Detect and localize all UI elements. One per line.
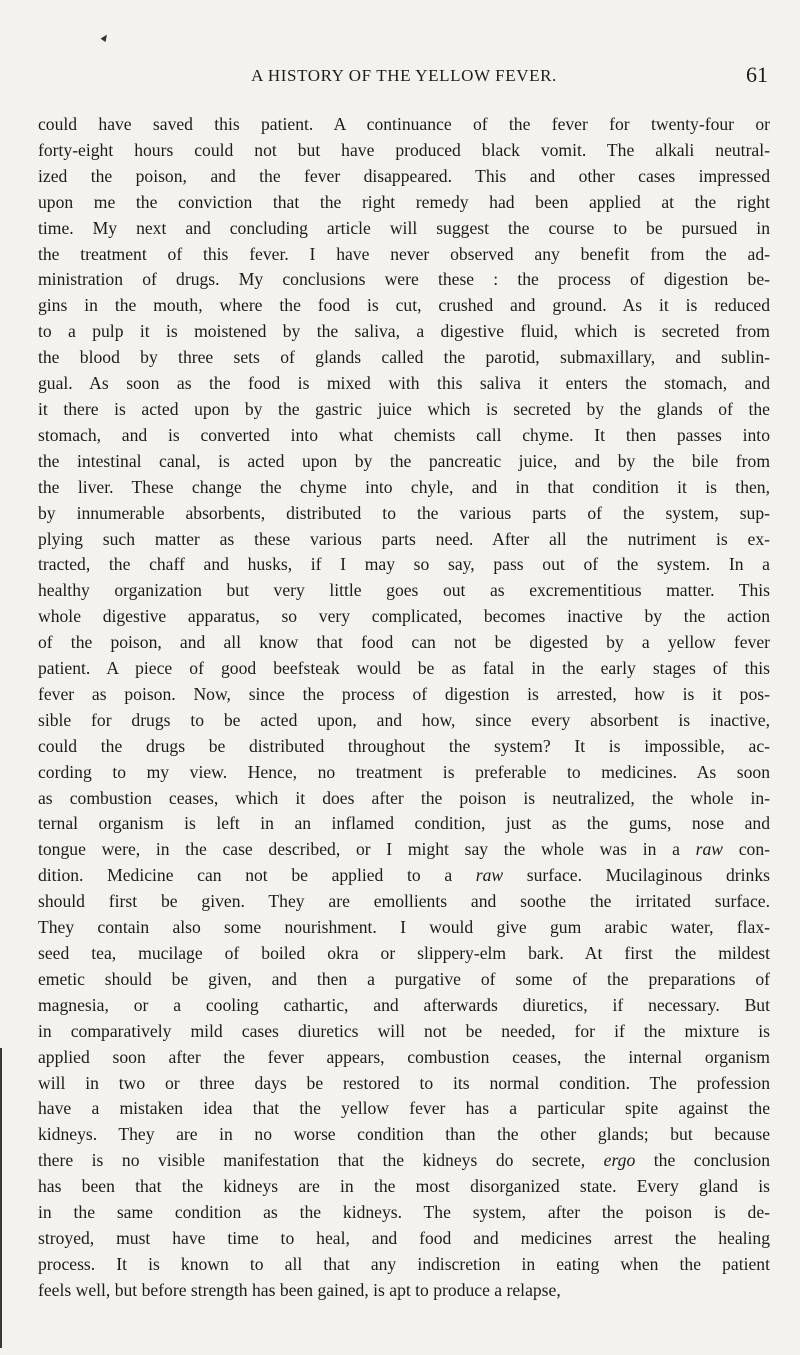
text-line: gual. As soon as the food is mixed with this saliva it enters the stomach, and <box>38 373 770 394</box>
text-line: magnesia, or a cooling cathartic, and afterwards diuretics, if necessary. But <box>38 994 770 1015</box>
page-number: 61 <box>746 62 768 87</box>
text-line: there is no visible manifestation that the kidneys do secrete, ergo the conclusion <box>38 1150 770 1171</box>
text-line: stomach, and is converted into what chemists call chyme. It then passes into <box>38 424 770 445</box>
text-line: ministration of drugs. My conclusions were these : the process of digestion be- <box>38 269 770 290</box>
text-line: the blood by three sets of glands called the parotid, submaxillary, and sublin- <box>38 347 770 368</box>
text-line: process. It is known to all that any indiscretion in eating when the patient <box>38 1253 770 1274</box>
text-line: of the poison, and all know that food can not be digested by a yellow fever <box>38 632 770 653</box>
text-line: upon me the conviction that the right remedy had been applied at the right <box>38 191 770 212</box>
text-line: should first be given. They are emollients and soothe the irritated surface. <box>38 891 770 912</box>
text-line: by innumerable absorbents, distributed to the various parts of the system, sup- <box>38 502 770 523</box>
text-line: gins in the mouth, where the food is cut, crushed and ground. As it is reduced <box>38 295 770 316</box>
text-line: applied soon after the fever appears, combustion ceases, the internal organism <box>38 1046 770 1067</box>
text-line: the treatment of this fever. I have never observed any benefit from the ad- <box>38 243 770 264</box>
text-line: fever as poison. Now, since the process of digestion is arrested, how is it pos- <box>38 683 770 704</box>
text-line: have a mistaken idea that the yellow fever has a particular spite against the <box>38 1098 770 1119</box>
text-line: the liver. These change the chyme into chyle, and in that condition it is then, <box>38 476 770 497</box>
page-header <box>40 52 768 92</box>
text-line: feels well, but before strength has been gained, is apt to produce a relapse, <box>38 1279 561 1300</box>
text-line: seed tea, mucilage of boiled okra or slippery-elm bark. At first the mildest <box>38 943 770 963</box>
binding-edge <box>0 1048 2 1348</box>
text-line: emetic should be given, and then a purgative of some of the preparations of <box>38 968 770 989</box>
printer-mark <box>101 33 110 42</box>
text-line: dition. Medicine can not be applied to a raw surface. Mucilaginous drinks <box>38 865 770 886</box>
text-line: kidneys. They are in no worse condition than the other glands; but because <box>38 1124 770 1145</box>
text-line: patient. A piece of good beefsteak would be as fatal in the early stages of this <box>38 658 770 679</box>
text-line: forty-eight hours could not but have produced black vomit. The alkali neutral- <box>38 139 770 160</box>
body-text <box>38 112 770 1304</box>
text-line: to a pulp it is moistened by the saliva, a digestive fluid, which is secreted from <box>38 321 770 342</box>
text-line: the intestinal canal, is acted upon by the pancreatic juice, and by the bile from <box>38 450 770 471</box>
text-line: They contain also some nourishment. I would give gum arabic water, flax- <box>38 917 770 938</box>
text-line: it there is acted upon by the gastric juice which is secreted by the glands of the <box>38 398 770 419</box>
text-line: healthy organization but very little goes out as excrementitious matter. This <box>38 580 770 601</box>
text-line: ternal organism is left in an inflamed condition, just as the gums, nose and <box>38 813 770 834</box>
text-line: in comparatively mild cases diuretics will not be needed, for if the mixture is <box>38 1020 770 1041</box>
text-line: will in two or three days be restored to its normal condition. The profession <box>38 1072 770 1093</box>
text-line: has been that the kidneys are in the most disorganized state. Every gland is <box>38 1176 770 1197</box>
text-line: whole digestive apparatus, so very complicated, becomes inactive by the action <box>38 606 770 627</box>
text-line: tongue were, in the case described, or I might say the whole was in a raw con- <box>38 839 770 860</box>
text-line: could the drugs be distributed throughout the system? It is impossible, ac- <box>38 735 770 756</box>
text-line: cording to my view. Hence, no treatment is preferable to medicines. As soon <box>38 761 770 782</box>
running-title: A HISTORY OF THE YELLOW FEVER. <box>251 66 557 85</box>
text-line: ized the poison, and the fever disappeared. This and other cases impressed <box>38 165 770 186</box>
text-line: plying such matter as these various parts need. After all the nutriment is ex- <box>38 528 770 549</box>
text-line: as combustion ceases, which it does after the poison is neutralized, the whole in- <box>38 787 770 808</box>
text-line: stroyed, must have time to heal, and food and medicines arrest the healing <box>38 1227 770 1248</box>
text-line: sible for drugs to be acted upon, and how, since every absorbent is inactive, <box>38 709 770 730</box>
text-line: could have saved this patient. A continuance of the fever for twenty-four or <box>38 114 770 134</box>
text-line: time. My next and concluding article will suggest the course to be pursued in <box>38 217 770 238</box>
text-line: in the same condition as the kidneys. The system, after the poison is de- <box>38 1202 770 1223</box>
text-line: tracted, the chaff and husks, if I may so say, pass out of the system. In a <box>38 554 770 575</box>
